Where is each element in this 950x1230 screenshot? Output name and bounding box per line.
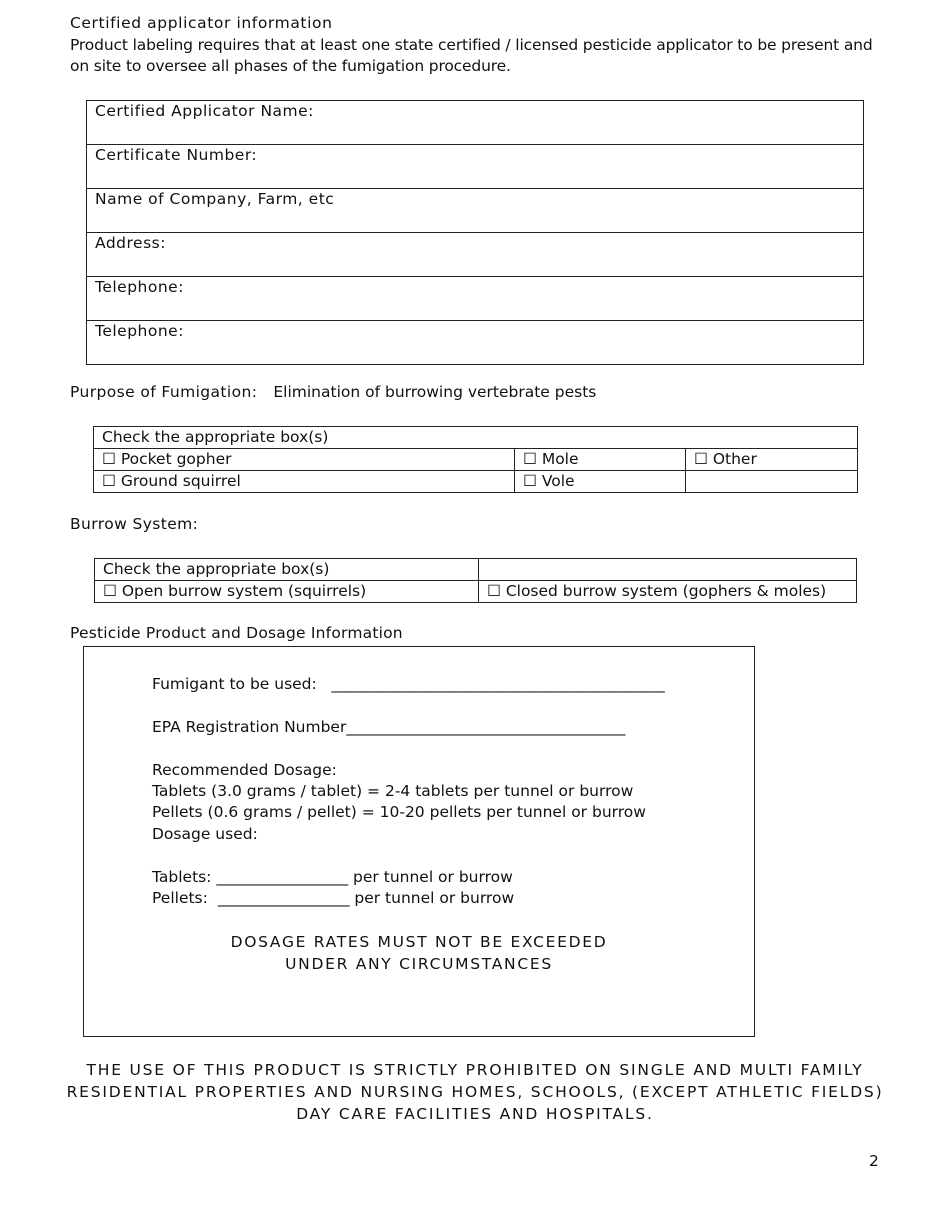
dosage-warning-line-2: UNDER ANY CIRCUMSTANCES xyxy=(285,955,553,973)
tablets-used-field[interactable]: Tablets: _________________ per tunnel or burrow xyxy=(152,868,513,886)
pesticide-heading: Pesticide Product and Dosage Information xyxy=(70,624,403,642)
applicator-name-field[interactable]: Certified Applicator Name: xyxy=(87,101,864,145)
pest-table-header: Check the appropriate box(s) xyxy=(94,427,858,449)
pellets-used-field[interactable]: Pellets: _________________ per tunnel or burrow xyxy=(152,889,515,907)
purpose-line xyxy=(70,383,596,401)
burrow-table xyxy=(94,558,857,603)
pest-table xyxy=(93,426,858,493)
checkbox-ground-squirrel[interactable]: ☐ Ground squirrel xyxy=(94,471,515,493)
page-number: 2 xyxy=(869,1152,879,1170)
tablets-recommended: Tablets (3.0 grams / tablet) = 2-4 tablets per tunnel or burrow xyxy=(152,782,634,800)
company-name-field[interactable]: Name of Company, Farm, etc xyxy=(87,189,864,233)
intro-section xyxy=(70,13,890,78)
pellets-recommended: Pellets (0.6 grams / pellet) = 10-20 pellets per tunnel or burrow xyxy=(152,803,646,821)
epa-registration-field[interactable]: EPA Registration Number____________________________________ xyxy=(152,718,626,736)
telephone-field-2[interactable]: Telephone: xyxy=(87,321,864,365)
recommended-dosage-heading: Recommended Dosage: xyxy=(152,761,337,779)
dosage-used-label: Dosage used: xyxy=(152,825,258,843)
checkbox-closed-burrow[interactable]: ☐ Closed burrow system (gophers & moles) xyxy=(479,581,857,603)
dosage-warning-line-1: DOSAGE RATES MUST NOT BE EXCEEDED xyxy=(230,933,608,951)
checkbox-pocket-gopher[interactable]: ☐ Pocket gopher xyxy=(94,449,515,471)
telephone-field[interactable]: Telephone: xyxy=(87,277,864,321)
address-field[interactable]: Address: xyxy=(87,233,864,277)
checkbox-mole[interactable]: ☐ Mole xyxy=(515,449,686,471)
section-heading: Certified applicator information xyxy=(70,14,333,32)
burrow-header-empty xyxy=(479,559,857,581)
dosage-box xyxy=(83,646,755,1037)
applicator-table xyxy=(86,100,864,365)
checkbox-open-burrow[interactable]: ☐ Open burrow system (squirrels) xyxy=(95,581,479,603)
burrow-table-header: Check the appropriate box(s) xyxy=(95,559,479,581)
checkbox-other[interactable]: ☐ Other xyxy=(686,449,858,471)
purpose-label: Purpose of Fumigation: xyxy=(70,383,258,401)
burrow-label: Burrow System: xyxy=(70,515,199,533)
fumigant-field[interactable]: Fumigant to be used: ___________________________________________ xyxy=(152,675,665,693)
certificate-number-field[interactable]: Certificate Number: xyxy=(87,145,864,189)
purpose-value: Elimination of burrowing vertebrate pests xyxy=(273,383,597,401)
intro-paragraph: Product labeling requires that at least one state certified / licensed pesticide applicator to be present and on site to oversee all phases of the fumigation procedure. xyxy=(70,35,873,75)
prohibition-warning: THE USE OF THIS PRODUCT IS STRICTLY PROHIBITED ON SINGLE AND MULTI FAMILY RESIDENTIAL PROPERTIES AND NURSING HOMES, SCHOOLS, (EXCEPT ATHLETIC FIELDS) DAY CARE FACILITIES AND HOSPITALS. xyxy=(66,1061,884,1123)
empty-cell xyxy=(686,471,858,493)
checkbox-vole[interactable]: ☐ Vole xyxy=(515,471,686,493)
